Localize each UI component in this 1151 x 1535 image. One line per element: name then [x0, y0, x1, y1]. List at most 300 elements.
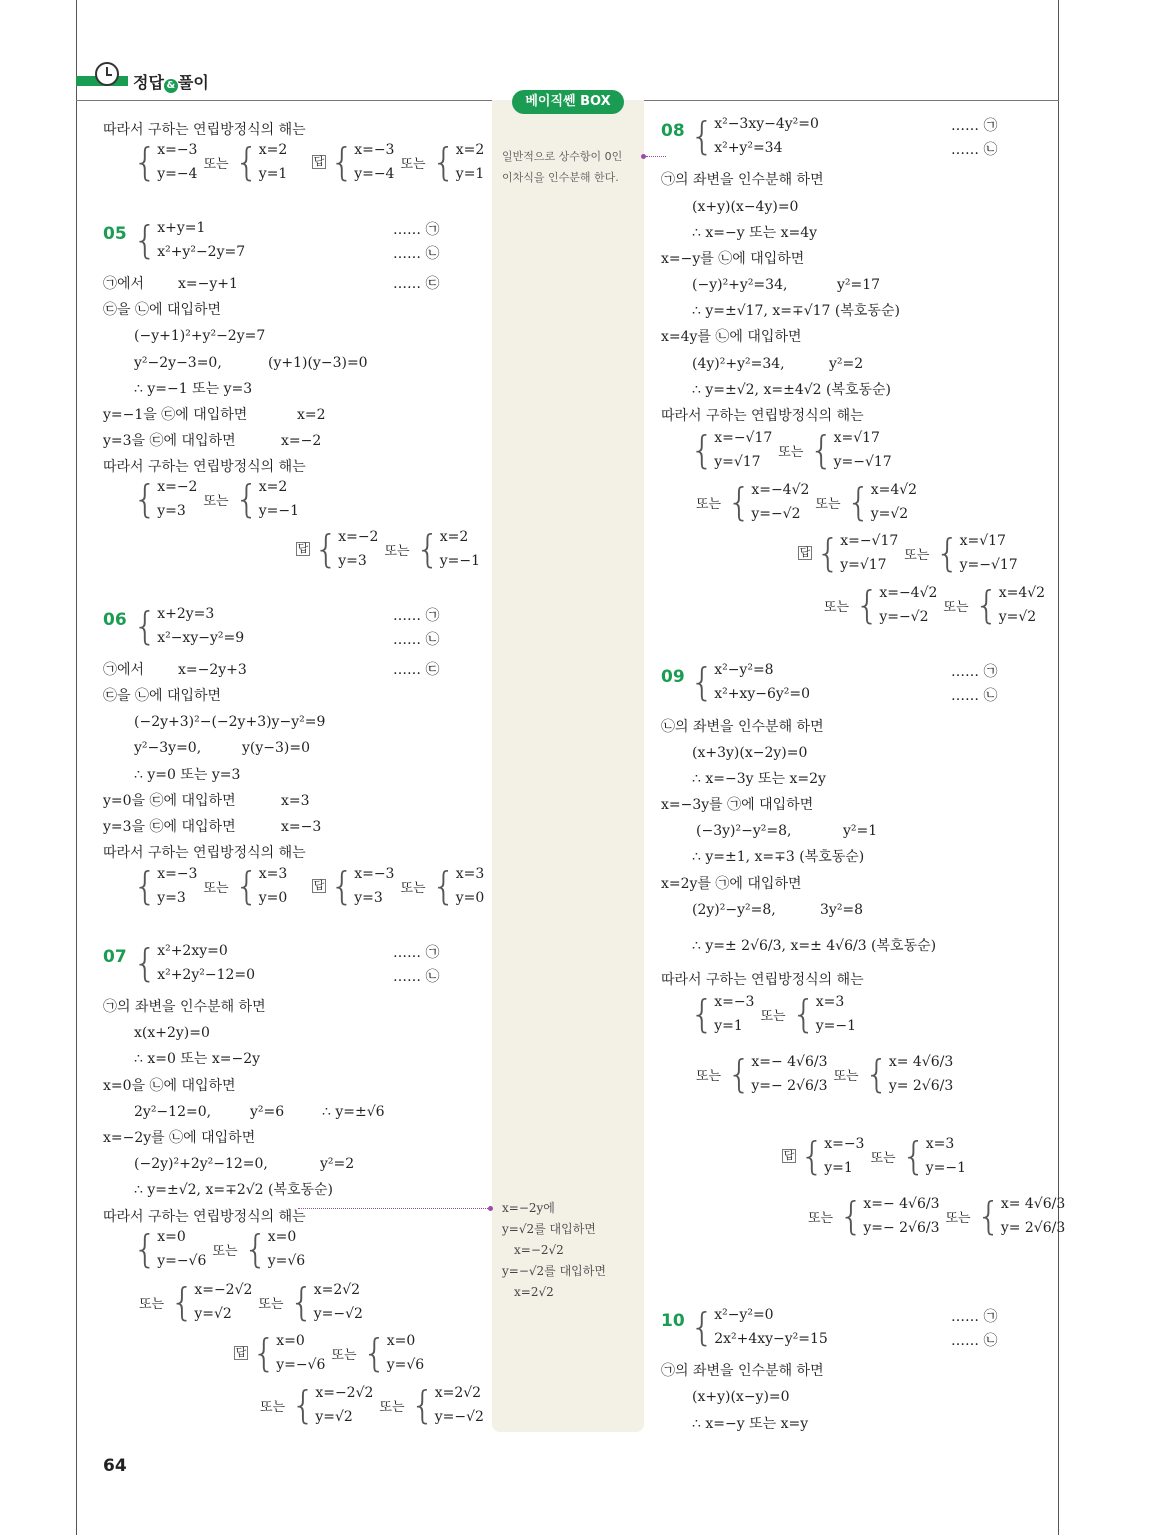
or-label: 또는 [379, 1399, 405, 1415]
solution-pair [714, 426, 772, 474]
or-label: 또는 [696, 496, 722, 512]
system-brace: { [846, 480, 871, 524]
system-brace: { [291, 1383, 316, 1427]
system-brace: { [727, 480, 752, 524]
solution-y: y=3 [338, 553, 367, 569]
solution-line: ㉠에서 [103, 276, 145, 292]
or-label: 또는 [760, 1008, 786, 1024]
solution-line: y²=6 [250, 1104, 285, 1120]
solution-line: y²−3y=0, [134, 740, 202, 756]
solution-line: ㉠의 좌변을 인수분해 하면 [661, 1363, 824, 1379]
solution-x: x=√17 [959, 533, 1006, 549]
or-label: 또는 [870, 1150, 896, 1166]
solution-line: 따라서 구하는 연립방정식의 해는 [103, 122, 306, 138]
equation-stack [714, 1303, 828, 1351]
solution-line: x=3 [281, 793, 310, 809]
solution-line: 2y²−12=0, [134, 1104, 212, 1120]
equation-1: x²−y²=0 [714, 1307, 774, 1323]
system-brace: { [234, 477, 259, 521]
page-number: 64 [103, 1456, 127, 1476]
answer-mark: 답 [783, 1149, 795, 1162]
solution-y: y=√17 [714, 454, 761, 470]
solution-x: x=−2 [338, 529, 379, 545]
note-pointer-dot-2 [488, 1206, 493, 1211]
equation-stack [157, 939, 255, 987]
or-label: 또는 [260, 1399, 286, 1415]
solution-x: x=4√2 [998, 585, 1046, 601]
system-brace: { [431, 140, 456, 184]
solution-y: y=0 [258, 890, 288, 906]
solution-line: ∴ y=±√2, x=±4√2 (복호동순) [692, 382, 892, 398]
solution-x: x=3 [455, 866, 485, 882]
equation-1: x+2y=3 [157, 606, 215, 622]
solution-line: …… ㉢ [393, 662, 440, 678]
equation-1: x²−3xy−4y²=0 [714, 116, 819, 132]
solution-y: y=− 2√6/3 [751, 1078, 828, 1094]
system-brace: { [855, 583, 880, 627]
equation-tag-2: …… ㉡ [393, 969, 440, 985]
system-brace: { [901, 1134, 926, 1178]
system-brace: { [133, 941, 158, 985]
equation-stack [157, 216, 245, 264]
solution-x: x=−√17 [714, 430, 773, 446]
system-brace: { [976, 1194, 1001, 1238]
system-brace: { [289, 1280, 314, 1324]
solution-pair [354, 138, 394, 186]
solution-pair [435, 1381, 484, 1429]
solution-pair [714, 990, 754, 1038]
solution-line: ㉢을 ㉡에 대입하면 [103, 688, 222, 704]
solution-x: x=2√2 [313, 1282, 361, 1298]
system-brace: { [690, 660, 715, 704]
solution-line: y²−2y−3=0, [134, 355, 222, 371]
solution-x: x= 4√6/3 [1000, 1196, 1066, 1212]
solution-line: ∴ y=±1, x=∓3 (복호동순) [692, 849, 865, 865]
solution-line: ㉢을 ㉡에 대입하면 [103, 302, 222, 318]
system-brace: { [690, 1305, 715, 1349]
solution-x: x=3 [815, 994, 845, 1010]
solution-y: y=−√17 [959, 557, 1018, 573]
solution-line: x=−3 [281, 819, 322, 835]
system-brace: { [133, 218, 158, 262]
equation-2: x²+y²−2y=7 [157, 244, 246, 260]
solution-line: x=2 [297, 407, 326, 423]
solution-set [690, 990, 856, 1038]
solution-pair [926, 1132, 966, 1180]
or-label: 또는 [904, 547, 930, 563]
solution-pair [999, 581, 1045, 629]
solution-line: x=0을 ㉡에 대입하면 [103, 1078, 236, 1094]
solution-line: ∴ y=± 2√6/3, x=± 4√6/3 (복호동순) [692, 938, 937, 954]
solution-x: x=−3 [157, 866, 198, 882]
solution-set [818, 581, 1045, 629]
equation-tag-1: …… ㉠ [393, 945, 440, 961]
solution-pair [194, 1278, 252, 1326]
system-brace: { [252, 1331, 277, 1375]
solution-y: y=√2 [194, 1306, 232, 1322]
ampersand-badge: & [164, 79, 178, 93]
page-border-left [76, 0, 77, 1535]
solution-y: y=1 [455, 166, 485, 182]
equation-2: x²−xy−y²=9 [157, 630, 245, 646]
solution-pair [889, 1050, 953, 1098]
answer-mark: 답 [235, 1346, 247, 1359]
system-brace: { [690, 992, 715, 1036]
solution-y: y=3 [354, 890, 383, 906]
solution-line: 따라서 구하는 연립방정식의 해는 [661, 972, 864, 988]
system-brace: { [362, 1331, 387, 1375]
solution-y: y=√6 [267, 1253, 306, 1269]
solution-y: y=√6 [386, 1357, 425, 1373]
solution-set [798, 529, 1018, 577]
system-brace: { [133, 604, 158, 648]
solution-x: x=−2 [157, 479, 198, 495]
solution-x: x=2 [258, 479, 288, 495]
equation-1: x+y=1 [157, 220, 206, 236]
problem-number: 07 [103, 947, 127, 967]
system-brace: { [133, 1227, 158, 1271]
solution-pair [1001, 1192, 1065, 1240]
system-brace: { [816, 531, 841, 575]
solution-y: y=1 [258, 166, 288, 182]
solution-line: x=−2y를 ㉡에 대입하면 [103, 1130, 256, 1146]
problem-number: 09 [661, 667, 685, 687]
solution-pair [440, 525, 480, 573]
system-brace: { [809, 428, 834, 472]
system-brace: { [133, 477, 158, 521]
solution-line: ∴ x=0 또는 x=−2y [134, 1051, 261, 1067]
or-label: 또는 [833, 1068, 859, 1084]
answer-mark: 답 [313, 879, 325, 892]
or-label: 또는 [778, 444, 804, 460]
solution-y: y=−4 [354, 166, 395, 182]
solution-line: (x+y)(x−y)=0 [692, 1389, 790, 1405]
solution-line: ∴ x=−3y 또는 x=2y [692, 771, 826, 787]
equation-tag-2: …… ㉡ [393, 246, 440, 262]
or-label: 또는 [400, 880, 426, 896]
solution-y: y=0 [455, 890, 485, 906]
equation-tag-2: …… ㉡ [951, 688, 998, 704]
equation-stack [157, 602, 244, 650]
solution-line: (−y+1)²+y²−2y=7 [134, 328, 266, 344]
system-brace: { [791, 992, 816, 1036]
system-brace: { [690, 428, 715, 472]
solution-y: y=−√6 [157, 1253, 207, 1269]
solution-pair [751, 478, 809, 526]
solution-line: y²=1 [843, 823, 878, 839]
or-label: 또는 [808, 1210, 834, 1226]
solution-set [312, 862, 484, 910]
solution-pair [259, 475, 299, 523]
solution-line: (−2y+3)²−(−2y+3)y−y²=9 [134, 714, 326, 730]
solution-y: y=−√6 [276, 1357, 326, 1373]
system-brace: { [133, 864, 158, 908]
solution-x: x=−3 [714, 994, 755, 1010]
solution-pair [157, 138, 197, 186]
solution-x: x=2√2 [434, 1385, 482, 1401]
solution-y: y=−√2 [879, 609, 929, 625]
solution-line: y=−1을 ㉢에 대입하면 [103, 407, 248, 423]
solution-line: x=−2 [281, 433, 322, 449]
solution-y: y=3 [157, 890, 186, 906]
system-brace: { [935, 531, 960, 575]
or-label: 또는 [384, 543, 410, 559]
solution-pair [259, 862, 288, 910]
solution-pair [840, 529, 898, 577]
solution-pair [816, 990, 856, 1038]
problem-number: 06 [103, 610, 127, 630]
solution-line: 따라서 구하는 연립방정식의 해는 [103, 1209, 306, 1225]
solution-pair [456, 862, 485, 910]
solution-x: x=0 [276, 1333, 305, 1349]
or-label: 또는 [203, 880, 229, 896]
equation-stack [714, 112, 819, 160]
solution-x: x=3 [258, 866, 288, 882]
solution-line: y²=2 [829, 356, 864, 372]
or-label: 또는 [945, 1210, 971, 1226]
solution-line: x=2y를 ㉠에 대입하면 [661, 876, 802, 892]
equation-2: x²+xy−6y²=0 [714, 686, 811, 702]
system-brace: { [864, 1052, 889, 1096]
solution-set [312, 138, 484, 186]
solution-line: y(y−3)=0 [242, 740, 311, 756]
basic-box-title: 베이직쎈 BOX [512, 90, 624, 114]
problem-number: 08 [661, 121, 685, 141]
or-label: 또는 [258, 1296, 284, 1312]
solution-x: x=−3 [354, 866, 395, 882]
clock-icon [95, 62, 119, 86]
solution-set [133, 1225, 305, 1273]
or-label: 또는 [815, 496, 841, 512]
or-label: 또는 [696, 1068, 722, 1084]
solution-x: x=−2√2 [315, 1385, 374, 1401]
side-note-1: 일반적으로 상수항이 0인 이차식을 인수분해 한다. [502, 150, 623, 184]
solution-set [690, 426, 892, 474]
solution-x: x=0 [267, 1229, 297, 1245]
solution-line: ∴ y=±√17, x=∓√17 (복호동순) [692, 303, 900, 319]
system-brace: { [431, 864, 456, 908]
system-brace: { [133, 140, 158, 184]
solution-line: y²=2 [320, 1156, 355, 1172]
solution-set [234, 1329, 424, 1377]
solution-pair [354, 862, 394, 910]
solution-y: y=−1 [815, 1018, 857, 1034]
solution-pair [314, 1278, 363, 1326]
solution-y: y=−1 [258, 503, 300, 519]
solution-line: x=−2y+3 [178, 662, 247, 678]
solution-line: y=0을 ㉢에 대입하면 [103, 793, 236, 809]
solution-x: x=−√17 [840, 533, 899, 549]
solution-line: 따라서 구하는 연립방정식의 해는 [661, 408, 864, 424]
equation-system [690, 658, 810, 706]
solution-x: x=− 4√6/3 [863, 1196, 940, 1212]
solution-line: (x+y)(x−4y)=0 [692, 199, 799, 215]
solution-y: y=−4 [157, 166, 198, 182]
equation-tag-2: …… ㉡ [951, 142, 998, 158]
solution-y: y=−√2 [434, 1409, 484, 1425]
or-label: 또는 [203, 156, 229, 172]
solution-pair [157, 862, 197, 910]
solution-line: (x+3y)(x−2y)=0 [692, 745, 808, 761]
equation-tag-1: …… ㉠ [393, 222, 440, 238]
note-pointer-line-2 [298, 1208, 488, 1209]
solution-line: ∴ x=−y 또는 x=4y [692, 225, 818, 241]
equation-1: x²−y²=8 [714, 662, 774, 678]
solution-line: x(x+2y)=0 [134, 1025, 210, 1041]
solution-line: x=−y+1 [178, 276, 238, 292]
solution-line: (−2y)²+2y²−12=0, [134, 1156, 268, 1172]
or-label: 또는 [139, 1296, 165, 1312]
or-label: 또는 [212, 1243, 238, 1259]
solution-set [133, 862, 287, 910]
system-brace: { [800, 1134, 825, 1178]
solution-line: ∴ y=−1 또는 y=3 [134, 381, 253, 397]
answer-mark: 답 [297, 542, 309, 555]
system-brace: { [234, 864, 259, 908]
solution-x: x=− 4√6/3 [751, 1054, 828, 1070]
solution-line: 따라서 구하는 연립방정식의 해는 [103, 459, 306, 475]
solution-y: y=−1 [439, 553, 481, 569]
solution-set [802, 1192, 1065, 1240]
equation-system [690, 1303, 828, 1351]
solution-x: x=2 [439, 529, 469, 545]
solution-line: ∴ y=±√6 [322, 1104, 385, 1120]
equation-tag-2: …… ㉡ [393, 632, 440, 648]
solution-pair [268, 1225, 305, 1273]
system-brace: { [415, 527, 440, 571]
solution-line: x=−y를 ㉡에 대입하면 [661, 251, 805, 267]
solution-line: ㉡의 좌변을 인수분해 하면 [661, 719, 824, 735]
system-brace: { [410, 1383, 435, 1427]
equation-2: x²+2y²−12=0 [157, 967, 256, 983]
solution-x: x=0 [157, 1229, 186, 1245]
solution-y: y=√2 [870, 506, 909, 522]
solution-pair [879, 581, 937, 629]
equation-tag-1: …… ㉠ [951, 118, 998, 134]
solution-x: x=−3 [824, 1136, 865, 1152]
equation-stack [714, 658, 810, 706]
solution-x: x=−2√2 [194, 1282, 253, 1298]
equation-tag-1: …… ㉠ [951, 1309, 998, 1325]
solution-y: y=1 [714, 1018, 743, 1034]
solution-line: (2y)²−y²=8, [692, 902, 776, 918]
equation-system [133, 939, 255, 987]
problem-number: 05 [103, 224, 127, 244]
system-brace: { [243, 1227, 268, 1271]
solution-y: y=1 [824, 1160, 853, 1176]
equation-tag-1: …… ㉠ [393, 608, 440, 624]
solution-pair [863, 1192, 939, 1240]
system-brace: { [727, 1052, 752, 1096]
system-brace: { [839, 1194, 864, 1238]
page-border-right [1058, 0, 1059, 1535]
equation-2: x²+y²=34 [714, 140, 783, 156]
solution-line: (−y)²+y²=34, [692, 277, 788, 293]
solution-line: y=3을 ㉢에 대입하면 [103, 433, 236, 449]
solution-pair [315, 1381, 373, 1429]
equation-1: x²+2xy=0 [157, 943, 228, 959]
equation-system [133, 216, 245, 264]
system-brace: { [170, 1280, 195, 1324]
answer-mark: 답 [799, 546, 811, 559]
solution-x: x=2 [258, 142, 288, 158]
solution-x: x=4√2 [870, 482, 918, 498]
or-label: 또는 [400, 156, 426, 172]
solution-y: y=√17 [840, 557, 887, 573]
solution-y: y=√2 [315, 1409, 353, 1425]
solution-x: x=−4√2 [879, 585, 938, 601]
solution-x: x=−4√2 [751, 482, 810, 498]
solution-set [296, 525, 480, 573]
section-title: 정답 & 풀이 [133, 73, 209, 92]
system-brace: { [234, 140, 259, 184]
solution-line: ㉠에서 [103, 662, 145, 678]
side-note-2: x=−2y에 y=√2를 대입하면 x=−2√2 y=−√2를 대입하면 x=2√2 [502, 1201, 606, 1299]
solution-line: ∴ y=0 또는 y=3 [134, 767, 241, 783]
system-brace: { [974, 583, 999, 627]
equation-2: 2x²+4xy−y²=15 [714, 1331, 828, 1347]
solution-set [133, 475, 299, 523]
solution-y: y= 2√6/3 [1000, 1220, 1066, 1236]
solution-x: x=0 [386, 1333, 416, 1349]
solution-line: ㉠의 좌변을 인수분해 하면 [103, 999, 266, 1015]
solution-line: x=4y를 ㉡에 대입하면 [661, 329, 802, 345]
solution-line: x=−3y를 ㉠에 대입하면 [661, 797, 814, 813]
solution-pair [834, 426, 892, 474]
solution-y: y=−1 [925, 1160, 967, 1176]
or-label: 또는 [943, 599, 969, 615]
solution-set [254, 1381, 484, 1429]
solution-y: y=√2 [998, 609, 1037, 625]
or-label: 또는 [824, 599, 850, 615]
solution-x: x=−3 [354, 142, 395, 158]
solution-set [133, 1278, 363, 1326]
solution-set [133, 138, 287, 186]
solution-line: …… ㉢ [393, 276, 440, 292]
equation-system [133, 602, 244, 650]
answer-mark: 답 [313, 155, 325, 168]
solution-line: ㉠의 좌변을 인수분해 하면 [661, 172, 824, 188]
or-label: 또는 [203, 493, 229, 509]
solution-set [782, 1132, 966, 1180]
or-label: 또는 [331, 1347, 357, 1363]
solution-line: y²=17 [837, 277, 881, 293]
equation-tag-1: …… ㉠ [951, 664, 998, 680]
solution-set [690, 478, 917, 526]
solution-line: ∴ y=±√2, x=∓2√2 (복호동순) [134, 1182, 334, 1198]
system-brace: { [330, 864, 355, 908]
solution-line: (4y)²+y²=34, [692, 356, 785, 372]
problem-number: 10 [661, 1311, 685, 1331]
solution-pair [157, 475, 197, 523]
solution-pair [456, 138, 485, 186]
solution-y: y=− 2√6/3 [863, 1220, 940, 1236]
solution-y: y=−√2 [751, 506, 801, 522]
note-pointer-line [646, 156, 666, 157]
solution-pair [259, 138, 288, 186]
solution-y: y= 2√6/3 [888, 1078, 954, 1094]
solution-x: x=3 [925, 1136, 955, 1152]
solution-line: y=3을 ㉢에 대입하면 [103, 819, 236, 835]
solution-x: x=2 [455, 142, 485, 158]
solution-set [690, 1050, 953, 1098]
solution-line: ∴ x=−y 또는 x=y [692, 1416, 809, 1432]
solution-pair [276, 1329, 325, 1377]
solution-line: 3y²=8 [820, 902, 864, 918]
system-brace: { [690, 114, 715, 158]
solution-y: y=−√17 [833, 454, 892, 470]
solution-y: y=3 [157, 503, 186, 519]
